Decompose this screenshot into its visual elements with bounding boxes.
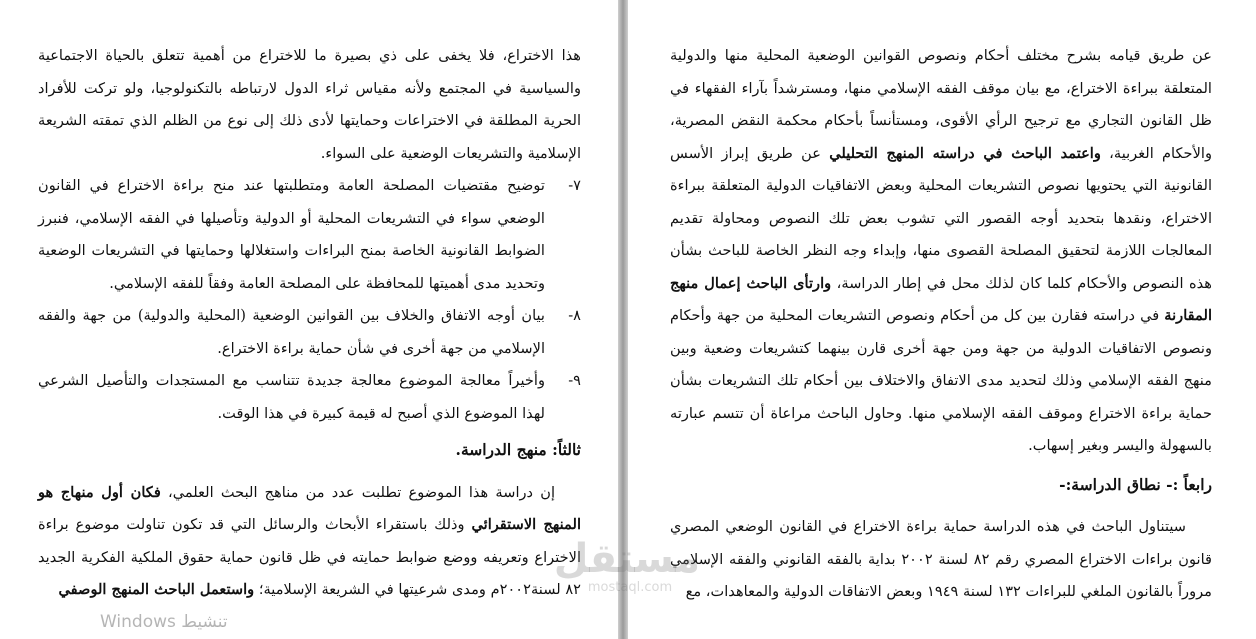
text-run: عن طريق قيامه بشرح مختلف أحكام ونصوص القوانين الوضعية المحلية منها والدولية المتعلقة ببراءة الاختراع، مع بيان موقف الفقه الإسلامي منها، ومسترشداً بآراء الفقهاء في ظل القانون التجاري مع ترجيح الرأي الأقوى، ومستأنساً بأحكام محكمة النقض المصرية، والأحكام الغربية، xyxy=(670,47,1212,162)
analysis-paragraph xyxy=(670,40,1212,463)
watermark-arabic: مستقل xyxy=(553,536,700,582)
watermark-latin: mostaql.com xyxy=(587,580,673,595)
scope-paragraph: سيتناول الباحث في هذه الدراسة حماية براءة الاختراع في القانون الوضعي المصري قانون براءات الاختراع المصري رقم ٨٢ لسنة ٢٠٠٢ بداية بالفقه القانوني والفقه الإسلامي مروراً بالقانون الملغي للبراءات ١٣٢ لسنة ١٩٤٩ وبعض الاتفاقات الدولية والمعاهدات، مع xyxy=(670,518,1212,600)
bold-run: فكان أول منهاج هو المنهج الاستقرائي xyxy=(38,483,581,533)
list-item xyxy=(38,170,581,300)
left-page xyxy=(628,0,1256,639)
list-item-text: وأخيراً معالجة الموضوع معالجة جديدة تتناسب مع المستجدات والتأصيل الشرعي لهذا الموضوع الذي أصبح له قيمة كبيرة في هذا الوقت. xyxy=(38,372,545,422)
right-page xyxy=(0,0,618,639)
right-page-column xyxy=(38,40,581,607)
methodology-paragraph xyxy=(38,477,581,607)
list-item-number: ٨- xyxy=(568,307,581,324)
section-heading-scope: رابعاً :- نطاق الدراسة:- xyxy=(1059,474,1212,494)
list-item-number: ٩- xyxy=(568,372,581,389)
list-item xyxy=(38,300,581,365)
list-item xyxy=(38,365,581,430)
bold-run: واستعمل الباحث المنهج الوصفي xyxy=(58,581,255,598)
list-item-text: بيان أوجه الاتفاق والخلاف بين القوانين الوضعية (المحلية والدولية) من جهة والفقه الإسلامي من جهة أخرى في شأن حماية براءة الاختراع. xyxy=(38,307,545,357)
text-run: في دراسته فقارن بين كل من أحكام ونصوص التشريعات المحلية من جهة وأحكام ونصوص الاتفاقيات الدولية من جهة ومن جهة أخرى قارن بينهما كتشريعات وضعية وبين منهج الفقه الإسلامي وذلك لتحديد مدى الاتفاق والاختلاف بين أحكام تلك التشريعات بشأن حماية براءة الاختراع وموقف الفقه الإسلامي منها. وحاول الباحث مراعاة أن تتسم عبارته بالسهولة واليسر وبغير إسهاب. xyxy=(670,307,1212,454)
watermark-logo xyxy=(553,536,700,598)
list-item-number: ٧- xyxy=(568,177,581,194)
left-page-column xyxy=(670,40,1212,609)
intro-paragraph: هذا الاختراع، فلا يخفى على ذي بصيرة ما للاختراع من أهمية تتعلق بالحياة الاجتماعية والسياسية في المجتمع ولأنه مقياس ثراء الدول لارتباطه بالتكنولوجيا، ولو تركت للأفراد الحرية المطلقة في الاختراعات وحمايتها لأدى ذلك إلى نوع من الظلم الذي تمقته الشريعة الإسلامية والتشريعات الوضعية على السواء. xyxy=(38,47,581,162)
text-run: عن طريق إبراز الأسس القانونية التي يحتويها نصوص التشريعات المحلية وبعض الاتفاقيات الدولية المتعلقة ببراءة الاختراع، ونقدها بتحديد أوجه القصور التي تشوب بعض تلك النصوص ومحاولة تقديم المعالجات اللازمة لتحقيق المصلحة القصوى منها، وإبداء وجه النظر الخاصة للباحث بشأن هذه النصوص والأحكام كلما كان لذلك محل في إطار الدراسة، xyxy=(670,144,1212,292)
windows-activation-notice: تنشيط Windows xyxy=(100,612,228,632)
section-heading-methodology: ثالثاً: منهج الدراسة. xyxy=(455,440,581,459)
bold-run: وارتأى الباحث إعمال منهج المقارنة xyxy=(670,274,1212,324)
bold-run: واعتمد الباحث في دراسته المنهج التحليلي xyxy=(829,144,1101,162)
list-item-text: توضيح مقتضيات المصلحة العامة ومتطلبتها عند منح براءة الاختراع في القانون الوضعي سواء في التشريعات المحلية أو الدولية وتأصيلها في الفقه الإسلامي، فنبرز الضوابط القانونية الخاصة بمنح البراءات واستغلالها وحمايتها في التشريعات الوضعية وتحديد مدى أهميتها للمحافظة على المصلحة العامة وفقاً للفقه الإسلامي. xyxy=(38,177,545,292)
text-run: إن دراسة هذا الموضوع تطلبت عدد من مناهج البحث العلمي، xyxy=(160,483,556,501)
text-run: وذلك باستقراء الأبحاث والرسائل التي قد تكون تناولت موضوع براءة الاختراع وتعريفه ووضع ضوابط حمايته في ظل قانون حماية حقوق الملكية الفكرية الجديد ٨٢ لسنة٢٠٠٢م ومدى شرعيتها في الشريعة الإسلامية؛ xyxy=(38,516,581,598)
